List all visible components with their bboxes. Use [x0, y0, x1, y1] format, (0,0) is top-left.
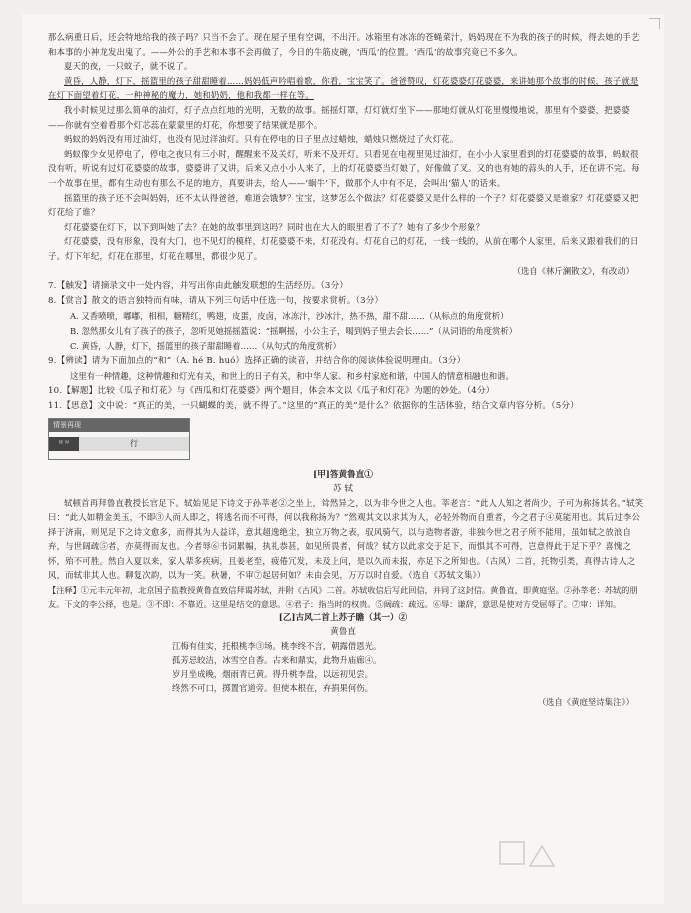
- scenario-form-box: [48, 418, 190, 460]
- exam-page: [22, 14, 664, 904]
- question-8: 8.【赏言】散文的语言独特而有味，请从下列三句话中任选一句，按要求赏析。（3分）: [48, 295, 384, 306]
- form-cell-left: ᴴ ᴺ: [49, 437, 79, 451]
- question-9: 9.【辨读】请为下面加点的“和”（A. hé B. huó）选择正确的读音，并结合你的阅读体验说明理由。（3分）: [48, 355, 466, 366]
- passage-paragraph-7: 摇篮里的孩子还不会叫妈妈，还不太认得爸爸，难道会饿梦？宝宝，这梦怎么个做法？灯花婆婆又是什么样的一个子？灯花婆婆又是谁家？灯花婆婆又把灯花给了谁？: [48, 192, 639, 218]
- annotation-notes: 【注释】①元丰元年初，北京国子监教授黄鲁直致信拜谒苏轼，并附《古风》二首。苏轼收信后写此回信，并同了这封信。黄鲁直，即黄庭坚。②孙莘老：苏轼的朋友。下文的李公择，也是。③不即：不靠近。这里是结交的意思。④君子：指当时的权贵。⑤阔疏：疏远。⑥辱：谦辞，意思是使对方受屈辱了。⑦审：详知。: [48, 585, 638, 610]
- question-8-option-b: B. 忽然那女儿有了孩子的孩子，忽听见她摇摇篮说：“摇啊摇，小公主子，喝到妈子里去会长……”（从词语的角度赏析）: [70, 325, 518, 336]
- poem-line-1: 江梅有佳实，托根桃李③场。桃李终不言，朝露借恩光。: [172, 641, 382, 652]
- passage-paragraph-6: 蚂蚁像少女见停电了，停电之夜只有三小时，醒醒来不及关灯，听来不及开灯。只看见在电视里见过油灯，在小小人家里看到的灯花婆婆的故事，蚂蚁很没有听，听说有过灯花婆婆的故事，婆婆讲了又讲，后来又点小小人来了，上的灯花婆婆当灯娘了，好像做了叉。又的也有她的蒜头的人手，还在讲不完。每一个故事在里，都有生动也有那么不足的地方，真要讲去，给人——‘蜗牛’下，做那个人中有不足，会叫出‘猫人’的话来。: [48, 148, 640, 188]
- question-10: 10.【解题】比较《瓜子和灯花》与《西瓜和灯花婆婆》两个题目，体会本文以《瓜子和灯花》为题的妙处。（4分）: [48, 385, 495, 396]
- section-yi-source: （选自《黄庭坚诗集注》）: [537, 697, 634, 708]
- passage-paragraph-2: 夏天的夜，一只蚊子，就不说了。: [64, 61, 193, 72]
- question-8-option-a: A. 又香喷喷，嘟嘟，相相，糖精红，鸭翅，皮蛋，皮卤，冰冻汁，沙冰汁，热不热，甜不甜……（从标点的角度赏析）: [70, 310, 509, 321]
- question-7: 7.【触发】请摘录文中一处内容，并写出你由此触发联想的生活经历。（3分）: [48, 280, 349, 291]
- passage-paragraph-3: 黄昏，人静，灯下，摇篮里的孩子甜甜睡着……妈妈低声吟唱着歌，你看，宝宝笑了。爸爸赞叹，灯花婆婆灯花婆婆，来讲她那个故事的时候，孩子就是在灯下面望着灯花，一种神秘的魔力，她和奶奶，他和我都一样在等。: [48, 75, 639, 101]
- page-corner-mark: [649, 18, 660, 29]
- section-yi-author: 黄鲁直: [330, 627, 356, 638]
- section-yi-title: [乙]古风二首上苏子瞻（其一）②: [278, 613, 408, 624]
- question-11: 11.【思意】文中说：“真正的美，一只蝴蝶的美，就不得了。”这里的“真正的美”是什么？依据你的生活体验，结合文章内容分析。（5分）: [48, 400, 579, 411]
- passage-source: （选自《林斤澜散文》，有改动）: [512, 265, 634, 276]
- passage-paragraph-8: 灯花婆婆在灯下，以下到叫她了去？在她的故事里到这吗？同时也在大人的眼里看了不了？她有了多少个形象？: [64, 221, 485, 232]
- poem-line-3: 岁月坐成晚，烟雨青已黄。得升桃李盘，以远初见尝。: [172, 669, 373, 680]
- poem-line-4: 终然不可口，掷置官道旁。但使本根在，弃捐果何伤。: [172, 683, 373, 694]
- poem-line-2: 孤芳忌皎洁，冰雪空自香。古来和鼎实，此物升庙廊④。: [172, 655, 382, 666]
- form-row: [49, 437, 189, 451]
- question-9-text: 这里有一种情趣，这种情趣和灯光有关，和世上的日子有关，和中华人家、和乡村家庭和谐，中国人的情意相融也和谐。: [70, 370, 514, 381]
- section-jia-title: [甲]答黄鲁直①: [313, 469, 373, 480]
- section-jia-author: 苏 轼: [333, 483, 353, 494]
- form-cell-right: 行: [79, 437, 189, 451]
- form-header: 情景再现: [49, 419, 189, 432]
- faint-watermark-icon: [492, 832, 562, 876]
- passage-paragraph-1: 那么病重日后，还会特地给我的孩子吗？只当不会了。现在屋子里有空调，不出汗。冰箱里有冰冻的苍蝇菜汁，妈妈现在不为我的孩子的时候，得去她的手艺和本事的小神龙发出鬼了。——外公的手艺和本事不会再做了，今日的牛筋皮碗，‘西瓜’的位置。‘西瓜’的故事究竟已不多久。: [48, 32, 640, 57]
- passage-paragraph-5: 蚂蚁的妈妈没有用过油灯，也没有见过洋油灯。只有在停电的日子里点过蜡烛，蜡烛只燃烧过了火灯花。: [64, 134, 459, 145]
- question-8-option-c: C. 黄昏，人静，灯下，摇篮里的孩子甜甜睡着……（从句式的角度赏析）: [70, 340, 342, 351]
- passage-paragraph-9: 灯花婆婆，没有形象，没有大门，也不见灯的模样，灯花婆婆不来，灯花没有。灯花自己的灯花，一线一线的，从前在哪个人家里，后来又跟着我们的日子。灯下年纪，灯花在那里，灯花在哪里，都很少见了。: [48, 236, 639, 261]
- passage-paragraph-4: 我小时候见过那么简单的油灯，灯子点点红地的光明，无数的故事。摇摇灯罩，灯灯就灯坐下——那地灯就从灯花里慢慢地说，那里有个婆婆，把婆婆——你就有空着看那个灯芯蕊在蒙蒙里的灯花，你想要了结果就是那个。: [48, 104, 630, 130]
- section-jia-text: 轼顿首再拜鲁直教授长官足下。轼始见足下诗文于孙莘老②之坐上，耸然异之，以为非今世之人也。莘老言：“此人人知之者尚少，子可为称扬其名。”轼笑曰：“此人如精金美玉，不即③人而人即之，将逃名而不可得，何以我称扬为？”然观其文以求其为人，必轻外物而自重者，今之君子④莫能用也。其后过李公择于济南，则见足下之诗文愈多，而得其为人益详，意其超逸绝尘，独立万物之表，驭风骑气，以与造物者游，非独今世之君子所不能用，虽如轼之放浪自弃，与世阔疏⑤者，亦莫得而友也。今者辱⑥书词累幅，执礼恭甚，如见所畏者，何哉？轼方以此求交于足下，而惧其不可得，岂意得此于足下乎？喜愧之怀，殆不可胜。然自入夏以来，家人辈多疾病，且姜老至，疲倦冗发，未及上问，是以久而未报，亦足下之所知也。（古风）二首，托物引类，真得古诗人之风，而轼非其人也。聊复次韵，以为一笑。秋暑，不审⑦起居何如？未由会见，万万以时自爱。（选自《苏轼文集》）: [48, 497, 644, 581]
